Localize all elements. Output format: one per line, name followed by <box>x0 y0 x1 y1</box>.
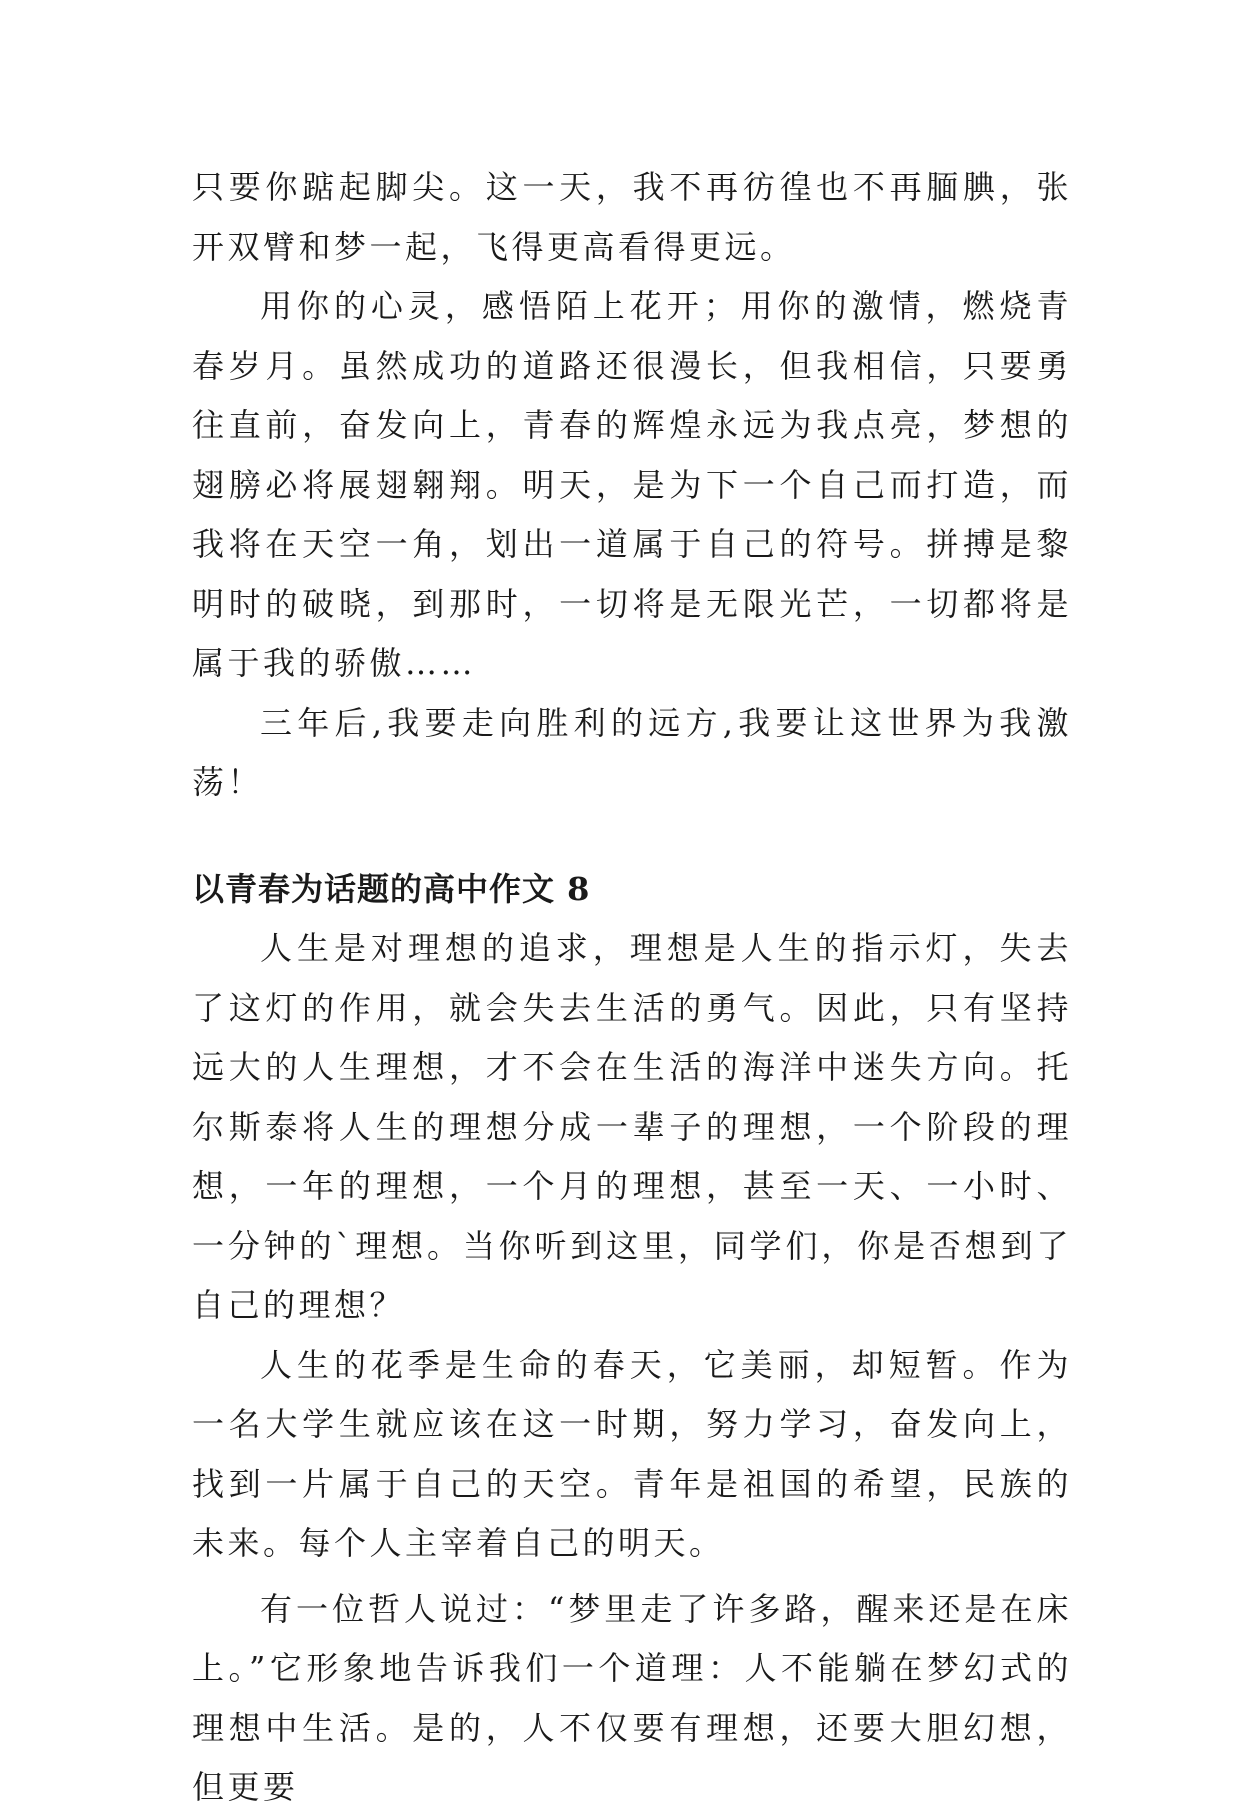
document-body <box>192 158 1072 1818</box>
section-title: 以青春为话题的高中作文 8 <box>192 869 591 908</box>
paragraph: 用你的心灵，感悟陌上花开；用你的激情，燃烧青春岁月。虽然成功的道路还很漫长，但我相信，只要勇往直前，奋发向上，青春的辉煌永远为我点亮，梦想的翅膀必将展翅翱翔。明天，是为下一个自己而打造，而我将在天空一角，划出一道属于自己的符号。拼搏是黎明时的破晓，到那时，一切将是无限光芒，一切都将是属于我的骄傲…… <box>192 287 1072 682</box>
paragraph: 有一位哲人说过：“梦里走了许多路，醒来还是在床上。”它形象地告诉我们一个道理：人不能躺在梦幻式的理想中生活。是的，人不仅要有理想，还要大胆幻想，但更要 <box>192 1589 1072 1806</box>
paragraph: 人生的花季是生命的春天，它美丽，却短暂。作为一名大学生就应该在这一时期，努力学习，奋发向上，找到一片属于自己的天空。青年是祖国的希望，民族的未来。每个人主宰着自己的明天。 <box>192 1345 1072 1562</box>
paragraph-continued: 只要你踮起脚尖。这一天，我不再彷徨也不再腼腆，张开双臂和梦一起，飞得更高看得更远。 <box>192 168 1072 266</box>
paragraph: 人生是对理想的追求，理想是人生的指示灯，失去了这灯的作用，就会失去生活的勇气。因此，只有坚持远大的人生理想，才不会在生活的海洋中迷失方向。托尔斯泰将人生的理想分成一辈子的理想，一个阶段的理想，一年的理想，一个月的理想，甚至一天、一小时、一分钟的`理想。当你听到这里，同学们，你是否想到了自己的理想？ <box>192 929 1072 1324</box>
paragraph: 三年后,我要走向胜利的远方,我要让这世界为我激荡！ <box>192 703 1072 801</box>
